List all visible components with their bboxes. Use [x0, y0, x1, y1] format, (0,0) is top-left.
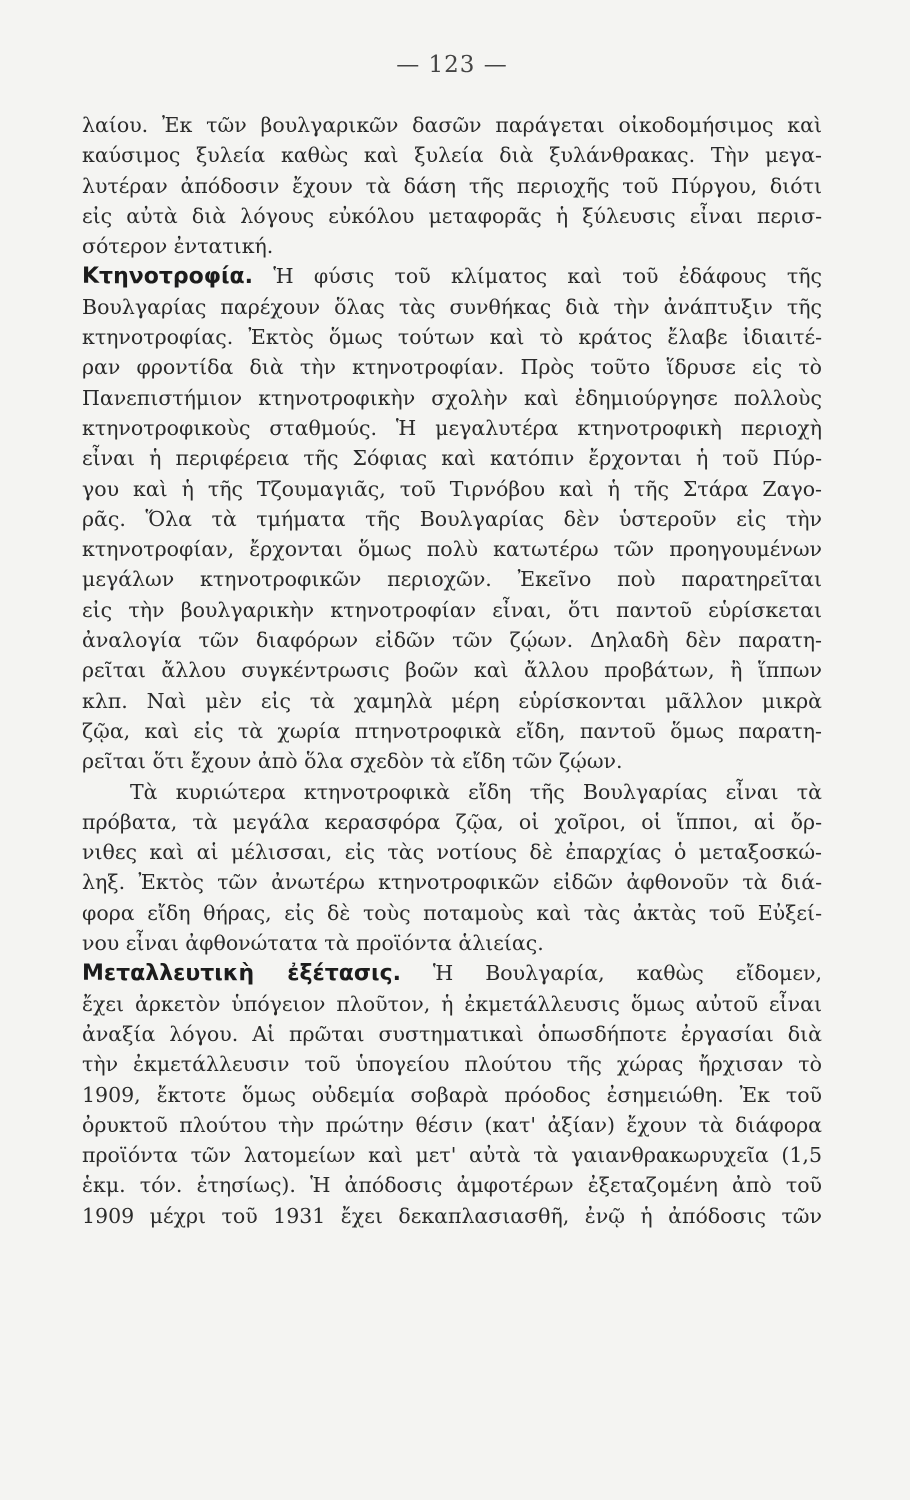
text-line	[82, 261, 822, 291]
text-line: ἑκμ. τόν. ἐτησίως). Ἡ ἀπόδοσις ἀμφοτέρων ἐξεταζομένη ἀπὸ τοῦ	[82, 1173, 822, 1198]
text-line: ραν φροντίδα διὰ τὴν κτηνοτροφίαν. Πρὸς τοῦτο ἵδρυσε εἰς τὸ	[82, 355, 822, 380]
text-line: προϊόντα τῶν λατομείων καὶ μετ' αὐτὰ τὰ γαιανθρακωρυχεῖα (1,5	[82, 1143, 822, 1168]
text-line: φορα εἴδη θήρας, εἰς δὲ τοὺς ποταμοὺς καὶ τὰς ἀκτὰς τοῦ Εὐξεί-	[82, 900, 822, 925]
text-line: νιθες καὶ αἱ μέλισσαι, εἰς τὰς νοτίους δὲ ἐπαρχίας ὁ μεταξοσκώ-	[82, 840, 822, 865]
text-line: κλπ. Ναὶ μὲν εἰς τὰ χαμηλὰ μέρη εὑρίσκονται μᾶλλον μικρὰ	[82, 688, 822, 713]
text-line: εἶναι ἡ περιφέρεια τῆς Σόφιας καὶ κατόπιν ἔρχονται ἡ τοῦ Πύρ-	[82, 446, 822, 471]
paragraph-forestry	[82, 110, 822, 261]
section-heading-livestock: Κτηνοτροφία.	[82, 264, 254, 290]
paragraph-livestock-species	[82, 777, 822, 959]
text-line: σότερον ἐντατική.	[82, 234, 274, 259]
text-line: Πανεπιστήμιον κτηνοτροφικὴν σχολὴν καὶ ἐδημιούργησε πολλοὺς	[82, 385, 822, 410]
text-line: λυτέραν ἀπόδοσιν ἔχουν τὰ δάση τῆς περιοχῆς τοῦ Πύργου, διότι	[82, 173, 822, 198]
text-line: ἔχει ἀρκετὸν ὑπόγειον πλοῦτον, ἡ ἐκμετάλλευσις ὅμως αὐτοῦ εἶναι	[82, 991, 822, 1016]
text-line: ζῷα, καὶ εἰς τὰ χωρία πτηνοτροφικὰ εἴδη, παντοῦ ὅμως παρατη-	[82, 718, 822, 743]
text-line: Βουλγαρίας παρέχουν ὅλας τὰς συνθήκας διὰ τὴν ἀνάπτυξιν τῆς	[82, 294, 822, 319]
text-line	[82, 958, 822, 988]
text-line: κτηνοτροφίας. Ἐκτὸς ὅμως τούτων καὶ τὸ κράτος ἔλαβε ἰδιαιτέ-	[82, 325, 822, 350]
text-line: 1909, ἔκτοτε ὅμως οὐδεμία σοβαρὰ πρόοδος ἐσημειώθη. Ἐκ τοῦ	[82, 1082, 822, 1107]
section-heading-mining: Μεταλλευτικὴ ἐξέτασις.	[82, 961, 401, 987]
text-line: ρεῖται ἄλλου συγκέντρωσις βοῶν καὶ ἄλλου προβάτων, ἢ ἵππων	[82, 658, 822, 683]
text-line: εἰς αὐτὰ διὰ λόγους εὐκόλου μεταφορᾶς ἡ ξύλευσις εἶναι περισ-	[82, 203, 822, 228]
text-line: καύσιμος ξυλεία καθὼς καὶ ξυλεία διὰ ξυλάνθρακας. Τὴν μεγα-	[82, 143, 822, 168]
text-line: μεγάλων κτηνοτροφικῶν περιοχῶν. Ἐκεῖνο ποὺ παρατηρεῖται	[82, 567, 822, 592]
text-line: γου καὶ ἡ τῆς Τζουμαγιᾶς, τοῦ Τιρνόβου καὶ ἡ τῆς Στάρα Ζαγο-	[82, 476, 822, 501]
text-run: Ἡ Βουλγαρία, καθὼς εἴδομεν,	[400, 961, 822, 986]
text-line: ἀναλογία τῶν διαφόρων εἰδῶν τῶν ζῴων. Δηλαδὴ δὲν παρατη-	[82, 628, 822, 653]
text-line: νου εἶναι ἀφθονώτατα τὰ προϊόντα ἁλιείας.	[82, 931, 544, 956]
text-line: ρᾶς. Ὅλα τὰ τμήματα τῆς Βουλγαρίας δὲν ὑστεροῦν εἰς τὴν	[82, 506, 822, 531]
text-line: ρεῖται ὅτι ἔχουν ἀπὸ ὅλα σχεδὸν τὰ εἴδη τῶν ζῴων.	[82, 749, 623, 774]
text-line: εἰς τὴν βουλγαρικὴν κτηνοτροφίαν εἶναι, ὅτι παντοῦ εὑρίσκεται	[82, 597, 822, 622]
text-line: Τὰ κυριώτερα κτηνοτροφικὰ εἴδη τῆς Βουλγαρίας εἶναι τὰ	[130, 779, 822, 804]
paragraph-livestock	[82, 261, 822, 776]
text-line: κτηνοτροφικοὺς σταθμούς. Ἡ μεγαλυτέρα κτηνοτροφικὴ περιοχὴ	[82, 415, 822, 440]
paragraph-mining	[82, 958, 822, 1231]
text-line: ληξ. Ἐκτὸς τῶν ἀνωτέρω κτηνοτροφικῶν εἰδῶν ἀφθονοῦν τὰ διά-	[82, 870, 822, 895]
text-line: λαίου. Ἐκ τῶν βουλγαρικῶν δασῶν παράγεται οἰκοδομήσιμος καὶ	[82, 113, 822, 137]
text-line: ὀρυκτοῦ πλούτου τὴν πρώτην θέσιν (κατ' ἀξίαν) ἔχουν τὰ διάφορα	[82, 1112, 822, 1137]
text-line: τὴν ἐκμετάλλευσιν τοῦ ὑπογείου πλούτου τῆς χώρας ἤρχισαν τὸ	[82, 1052, 822, 1077]
text-run: Ἡ φύσις τοῦ κλίματος καὶ τοῦ ἐδάφους τῆς	[253, 264, 822, 289]
page-number: — 123 —	[396, 52, 508, 78]
text-line: κτηνοτροφίαν, ἔρχονται ὅμως πολὺ κατωτέρω τῶν προηγουμένων	[82, 537, 822, 562]
text-line: 1909 μέχρι τοῦ 1931 ἔχει δεκαπλασιασθῆ, ἐνῷ ἡ ἀπόδοσις τῶν	[82, 1203, 822, 1228]
text-line: πρόβατα, τὰ μεγάλα κερασφόρα ζῷα, οἱ χοῖροι, οἱ ἵπποι, αἱ ὄρ-	[82, 809, 822, 834]
text-line: ἀναξία λόγου. Αἱ πρῶται συστηματικαὶ ὁπωσδήποτε ἐργασίαι διὰ	[82, 1021, 822, 1046]
